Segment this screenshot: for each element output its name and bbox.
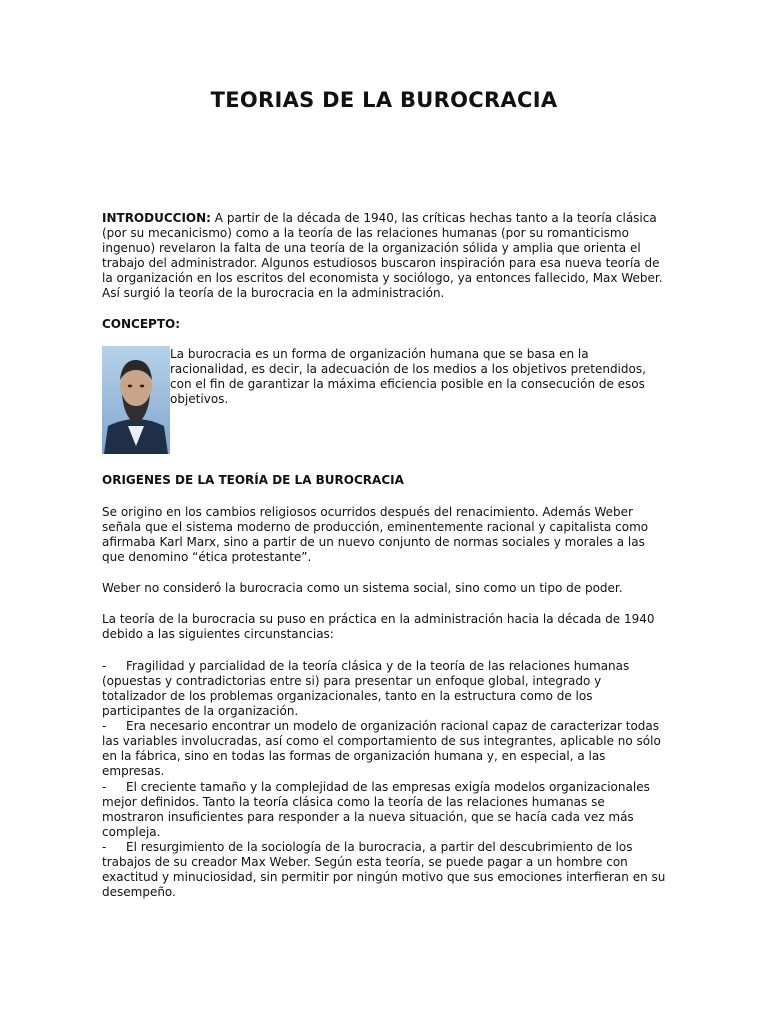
bullet-dash: -: [102, 780, 107, 794]
bullet-text: Fragilidad y parcialidad de la teoría clásica y de la teoría de las relaciones humanas (opuestas y contradictorias entre si) para presentar un enfoque global, integrado y totalizador de los problemas organizacionales, tanto en la estructura como de los participantes de la organización.: [102, 659, 630, 718]
bullet-dash: -: [102, 719, 107, 733]
origins-paragraph-2: Weber no consideró la burocracia como un sistema social, sino como un tipo de poder.: [102, 581, 623, 595]
list-item: [102, 659, 668, 719]
page-title: TEORIAS DE LA BUROCRACIA: [210, 88, 558, 112]
list-item: [102, 719, 668, 779]
concept-text: La burocracia es un forma de organización humana que se basa en la racionalidad, es decir, la adecuación de los medios a los objetivos pretendidos, con el fin de garantizar la máxima eficiencia posible en la consecución de esos objetivos.: [170, 347, 646, 406]
origins-heading: ORIGENES DE LA TEORÍA DE LA BUROCRACIA: [102, 473, 404, 487]
intro-label: INTRODUCCION:: [102, 211, 211, 225]
bullet-text: Era necesario encontrar un modelo de organización racional capaz de caracterizar todas las variables involucradas, así como el comportamiento de sus integrantes, aplicable no sólo en la fábrica, sino en todas las formas de organización humana y, en especial, a las empresas.: [102, 719, 661, 778]
list-item: [102, 780, 668, 840]
origins-paragraph-3: La teoría de la burocracia su puso en práctica en la administración hacia la década de 1940 debido a las siguientes circunstancias:: [102, 612, 655, 641]
bullet-text: El creciente tamaño y la complejidad de las empresas exigía modelos organizacionales mejor definidos. Tanto la teoría clásica como la teoría de las relaciones humanas se mostraron insuficientes para responder a la nueva situación, que se hacía cada vez más compleja.: [102, 780, 650, 839]
intro-text: A partir de la década de 1940, las críticas hechas tanto a la teoría clásica (por su mecanicismo) como a la teoría de las relaciones humanas (por su romanticismo ingenuo) revelaron la falta de una teoría de la organización sólida y amplia que orienta el trabajo del administrador. Algunos estudiosos buscaron inspiración para esa nueva teoría de la organización en los escritos del economista y sociólogo, ya entonces fallecido, Max Weber. Así surgió la teoría de la burocracia en la administración.: [102, 211, 663, 300]
max-weber-portrait: [102, 346, 170, 454]
bullet-text: El resurgimiento de la sociología de la burocracia, a partir del descubrimiento de los trabajos de su creador Max Weber. Según esta teoría, se puede pagar a un hombre con exactitud y minuciosidad, sin permitir por ningún motivo que sus emociones interfieran en su desempeño.: [102, 840, 666, 899]
origins-paragraph-1: Se origino en los cambios religiosos ocurridos después del renacimiento. Además Weber señala que el sistema moderno de producción, eminentemente racional y capitalista como afirmaba Karl Marx, sino a partir de un nuevo conjunto de normas sociales y morales a las que denomino “ética protestante”.: [102, 505, 649, 564]
bullet-dash: -: [102, 840, 107, 854]
concept-heading: CONCEPTO:: [102, 317, 181, 331]
intro-paragraph: [102, 211, 668, 301]
list-item: [102, 840, 668, 900]
bullet-dash: -: [102, 659, 107, 673]
